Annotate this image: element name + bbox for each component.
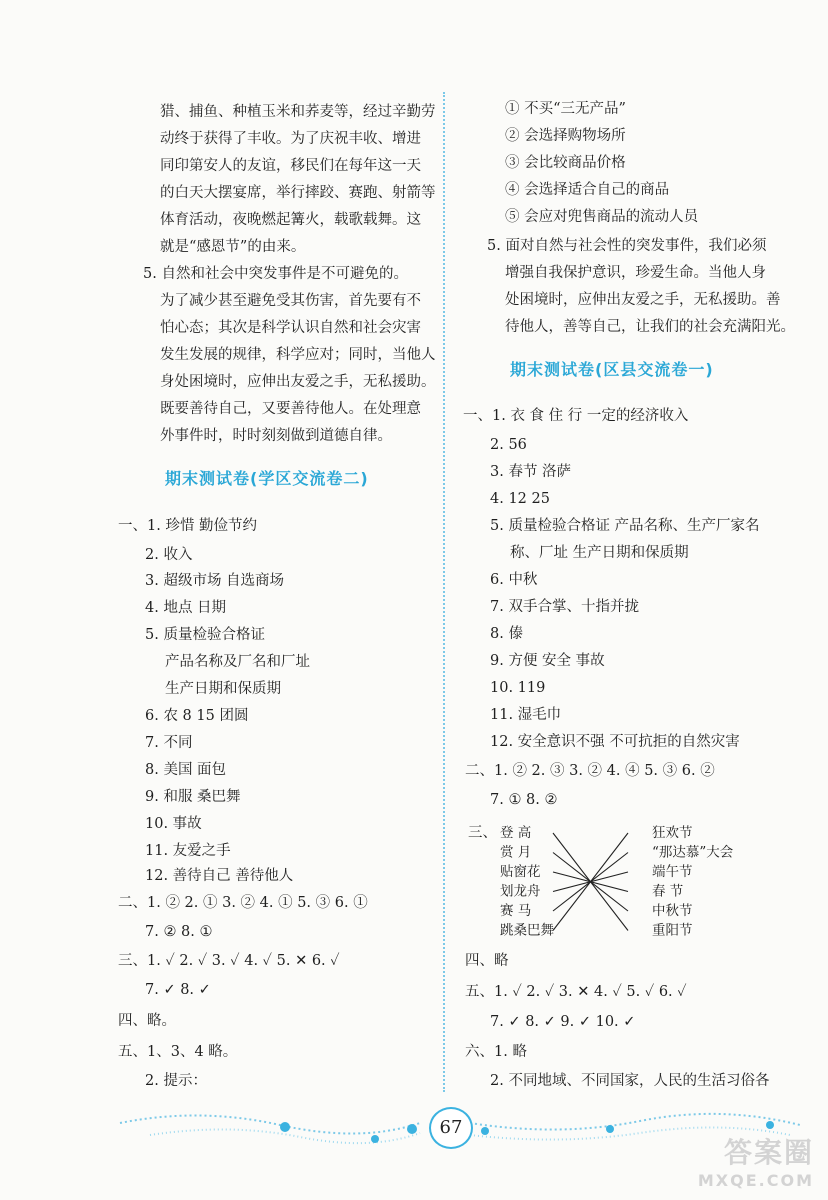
answer-line: 五、1. ✓ 2. ✓ 3. ✕ 4. ✓ 5. ✓ 6. ✓: [465, 984, 687, 1000]
answer-line: 10. 119: [490, 680, 546, 696]
para-line: 外事件时，时时刻刻做到道德自律。: [160, 428, 392, 444]
matching-right-item: 中秋节: [652, 903, 693, 919]
answer-line: 2. 不同地域、不同国家，人民的生活习俗各: [490, 1073, 770, 1089]
para-line: 为了减少甚至避免受其伤害，首先要有不: [160, 293, 421, 309]
answer-line: 7. 双手合掌、十指并拢: [490, 599, 639, 615]
answer-line: 12. 善待自己 善待他人: [145, 868, 294, 884]
para-line: 怕心态；其次是科学认识自然和社会灾害: [160, 320, 421, 336]
answer-line: 3. 春节 洛萨: [490, 464, 572, 480]
page-number: 67: [429, 1107, 473, 1149]
option-line: ① 不买“三无产品”: [505, 101, 626, 117]
matching-left-item: 贴窗花: [500, 864, 541, 880]
para-line: 既要善待自己，又要善待他人。在处理意: [160, 401, 421, 417]
answer-line: 四、略: [465, 953, 509, 969]
answer-line: 一、1. 衣 食 住 行 一定的经济收入: [463, 408, 689, 424]
answer-line: 9. 和服 桑巴舞: [145, 789, 241, 805]
answer-line: 二、1. ② 2. ① 3. ② 4. ① 5. ③ 6. ①: [118, 895, 368, 911]
answer-line: 6. 农 8 15 团圆: [145, 708, 249, 724]
para-line: 同印第安人的友谊，移民们在每年这一天: [160, 158, 421, 174]
answer-line: 4. 地点 日期: [145, 600, 227, 616]
option-line: ② 会选择购物场所: [505, 128, 626, 144]
answer-line: 四、略。: [118, 1013, 176, 1029]
answer-line: 7. ① 8. ②: [490, 792, 558, 808]
answer-line: 4. 12 25: [490, 491, 550, 507]
answer-line: 五、1、3、4 略。: [118, 1044, 238, 1060]
para-line: 5. 面对自然与社会性的突发事件，我们必须: [487, 238, 767, 254]
section-heading-left: 期末测试卷(学区交流卷二): [165, 469, 369, 488]
para-line: 身处困境时，应伸出友爱之手，无私援助。: [160, 374, 436, 390]
para-line: 体育活动，夜晚燃起篝火，载歌载舞。这: [160, 212, 421, 228]
answer-line: 2. 收入: [145, 547, 193, 563]
answer-line: 3. 超级市场 自选商场: [145, 573, 285, 589]
answer-line: 称、厂址 生产日期和保质期: [510, 545, 689, 561]
answer-line: 7. ② 8. ①: [145, 924, 213, 940]
matching-right-item: 春 节: [652, 883, 684, 900]
answer-line: 12. 安全意识不强 不可抗拒的自然灾害: [490, 734, 740, 750]
answer-line: 2. 56: [490, 437, 527, 453]
answer-line: 10. 事故: [145, 816, 202, 832]
matching-prefix: 三、: [468, 825, 497, 841]
watermark-logo: [698, 1131, 814, 1190]
watermark-bottom: MXQE.COM: [697, 1171, 814, 1190]
matching-left-item: 跳桑巴舞: [500, 922, 554, 939]
para-line: 发生发展的规律，科学应对；同时，当他人: [160, 347, 436, 363]
matching-left-item: 赏 月: [500, 844, 532, 861]
para-line: 处困境时，应伸出友爱之手，无私援助。善: [505, 292, 781, 308]
para-line: 动终于获得了丰收。为了庆祝丰收、增进: [160, 131, 421, 147]
para-line: 猎、捕鱼、种植玉米和荞麦等，经过辛勤劳: [160, 104, 436, 120]
answer-line: 11. 友爱之手: [145, 843, 231, 859]
answer-line: 5. 质量检验合格证: [145, 627, 265, 643]
para-line: 增强自我保护意识，珍爱生命。当他人身: [505, 265, 766, 281]
matching-left-item: 赛 马: [500, 903, 532, 919]
matching-left-item: 登 高: [500, 825, 532, 841]
matching-right-item: 狂欢节: [652, 825, 693, 841]
answer-line: 生产日期和保质期: [165, 681, 281, 697]
section-heading-right: 期末测试卷(区县交流卷一): [510, 360, 714, 379]
matching-left-item: 划龙舟: [500, 883, 541, 900]
answer-line: 8. 美国 面包: [145, 762, 227, 778]
answer-line: 7. 不同: [145, 735, 193, 751]
answer-line: 11. 湿毛巾: [490, 707, 562, 723]
para-line: 的白天大摆宴席，举行摔跤、赛跑、射箭等: [160, 185, 436, 201]
para-line: 就是“感恩节”的由来。: [160, 239, 306, 255]
answer-line: 一、1. 珍惜 勤俭节约: [118, 518, 258, 534]
matching-right-item: “那达慕”大会: [652, 844, 734, 861]
answer-line: 三、1. ✓ 2. ✓ 3. ✓ 4. ✓ 5. ✕ 6. ✓: [118, 953, 340, 969]
answer-line: 9. 方便 安全 事故: [490, 653, 605, 669]
answer-line: 7. ✓ 8. ✓: [145, 982, 211, 998]
option-line: ③ 会比较商品价格: [505, 155, 626, 171]
option-line: ⑤ 会应对兜售商品的流动人员: [505, 209, 699, 225]
matching-right-item: 重阳节: [652, 922, 693, 939]
answer-line: 2. 提示：: [145, 1073, 207, 1089]
option-line: ④ 会选择适合自己的商品: [505, 182, 670, 198]
matching-right-item: 端午节: [652, 864, 693, 880]
answer-line: 产品名称及厂名和厂址: [165, 654, 310, 670]
para-line: 待他人，善等自己，让我们的社会充满阳光。: [505, 319, 795, 335]
answer-line: 六、1. 略: [465, 1044, 527, 1060]
answer-line: 5. 质量检验合格证 产品名称、生产厂家名: [490, 518, 760, 534]
watermark-top: 答案圈: [723, 1136, 814, 1169]
answer-line: 二、1. ② 2. ③ 3. ② 4. ④ 5. ③ 6. ②: [465, 763, 715, 779]
para-line: 5. 自然和社会中突发事件是不可避免的。: [143, 266, 408, 282]
answer-line: 8. 傣: [490, 626, 523, 642]
answer-line: 6. 中秋: [490, 572, 538, 588]
answer-line: 7. ✓ 8. ✓ 9. ✓ 10. ✓: [490, 1014, 636, 1030]
